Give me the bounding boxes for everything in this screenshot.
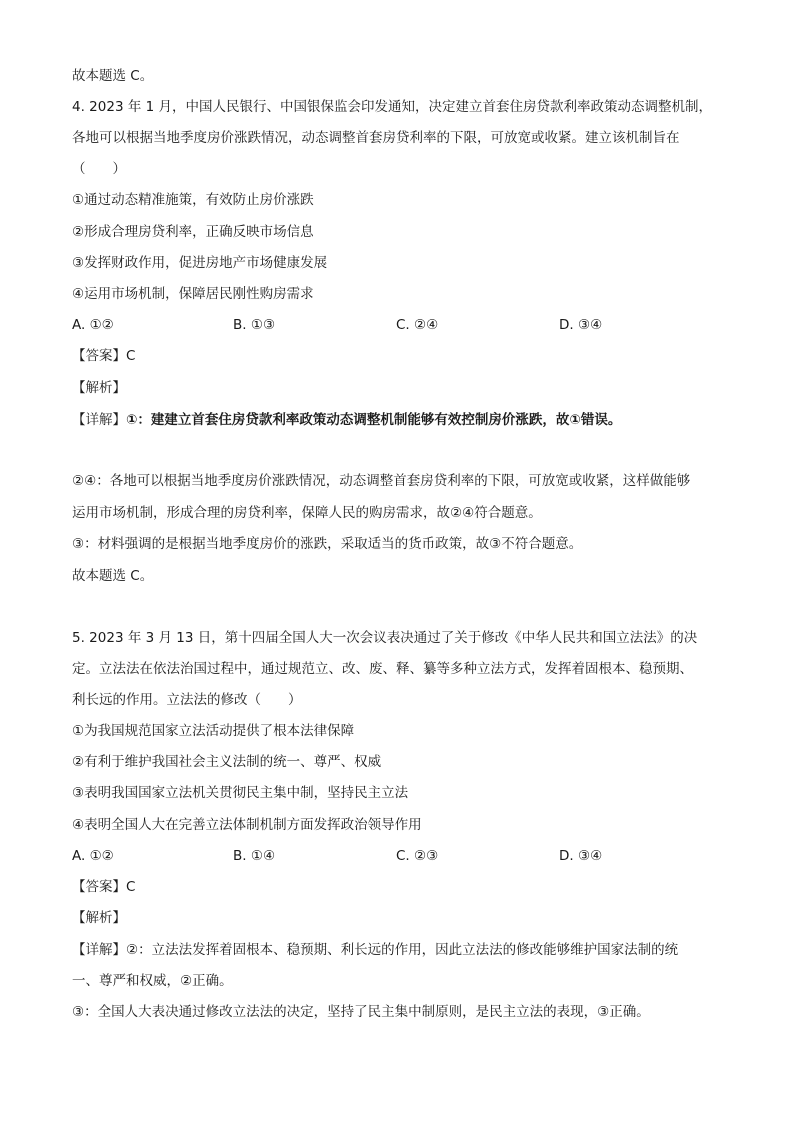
q4-answer: 【答案】C [72, 348, 136, 364]
q5-statement-1: ①为我国规范国家立法活动提供了根本法律保障 [72, 723, 355, 739]
q4-statement-2: ②形成合理房贷利率，正确反映市场信息 [72, 224, 314, 240]
q5-detail-label: 【详解】 [72, 942, 126, 958]
q5-stem-line-1: 5. 2023 年 3 月 13 日，第十四届全国人大一次会议表决通过了关于修改《中华人民共和国立法法》的决 [72, 630, 698, 646]
q5-detail3: ③：全国人大表决通过修改立法法的决定，坚持了民主集中制原则，是民主立法的表现，③正确。 [72, 1004, 650, 1020]
q5-statement-2: ②有利于维护我国社会主义法制的统一、尊严、权威 [72, 754, 382, 770]
q4-detail-label: 【详解】 [72, 412, 126, 428]
q5-option-a: A. ①② [72, 848, 114, 864]
q5-analysis-label: 【解析】 [72, 910, 126, 926]
q5-detail-line-2: 一、尊严和权威，②正确。 [72, 973, 233, 989]
q4-detail2-line-2: 运用市场机制，形成合理的房贷利率，保障人民的购房需求，故②④符合题意。 [72, 505, 542, 521]
q5-stem-line-2: 定。立法法在依法治国过程中，通过规范立、改、废、释、纂等多种立法方式，发挥着固根本、稳预期、 [72, 661, 693, 677]
q5-answer: 【答案】C [72, 879, 136, 895]
q5-option-c: C. ②③ [396, 848, 439, 864]
q5-statement-4: ④表明全国人大在完善立法体制机制方面发挥政治领导作用 [72, 817, 422, 833]
q4-stem-line-2: 各地可以根据当地季度房价涨跌情况，动态调整首套房贷利率的下限，可放宽或收紧。建立该机制旨在 [72, 130, 680, 146]
q4-option-a: A. ①② [72, 317, 114, 333]
q5-statement-3: ③表明我国国家立法机关贯彻民主集中制，坚持民主立法 [72, 785, 409, 801]
q5-detail-text: ②：立法法发挥着固根本、稳预期、利长远的作用，因此立法法的修改能够维护国家法制的统 [126, 942, 679, 958]
q5-option-b: B. ①④ [233, 848, 276, 864]
q5-option-d: D. ③④ [559, 848, 603, 864]
q4-detail-text: ①：建建立首套住房贷款利率政策动态调整机制能够有效控制房价涨跌，故①错误。 [126, 412, 622, 428]
q4-analysis-label: 【解析】 [72, 380, 126, 396]
q4-option-b: B. ①③ [233, 317, 276, 333]
q4-conclusion: 故本题选 C。 [72, 568, 154, 584]
q4-detail [72, 410, 621, 430]
q4-option-c: C. ②④ [396, 317, 439, 333]
q4-stem-line-3: （ ） [72, 161, 126, 177]
q5-stem-line-3: 利长远的作用。立法法的修改（ ） [72, 692, 302, 708]
q4-stem-line-1: 4. 2023 年 1 月，中国人民银行、中国银保监会印发通知，决定建立首套住房贷款利率政策动态调整机制， [72, 99, 712, 115]
q4-statement-1: ①通过动态精准施策，有效防止房价涨跌 [72, 192, 314, 208]
q5-detail-line-1 [72, 940, 678, 960]
q4-detail3: ③：材料强调的是根据当地季度房价的涨跌，采取适当的货币政策，故③不符合题意。 [72, 536, 583, 552]
q4-detail2-line-1: ②④：各地可以根据当地季度房价涨跌情况，动态调整首套房贷利率的下限，可放宽或收紧，这样做能够 [72, 473, 691, 489]
q4-statement-3: ③发挥财政作用，促进房地产市场健康发展 [72, 255, 328, 271]
q4-option-d: D. ③④ [559, 317, 603, 333]
q4-statement-4: ④运用市场机制，保障居民刚性购房需求 [72, 286, 314, 302]
prev-conclusion: 故本题选 C。 [72, 68, 154, 84]
